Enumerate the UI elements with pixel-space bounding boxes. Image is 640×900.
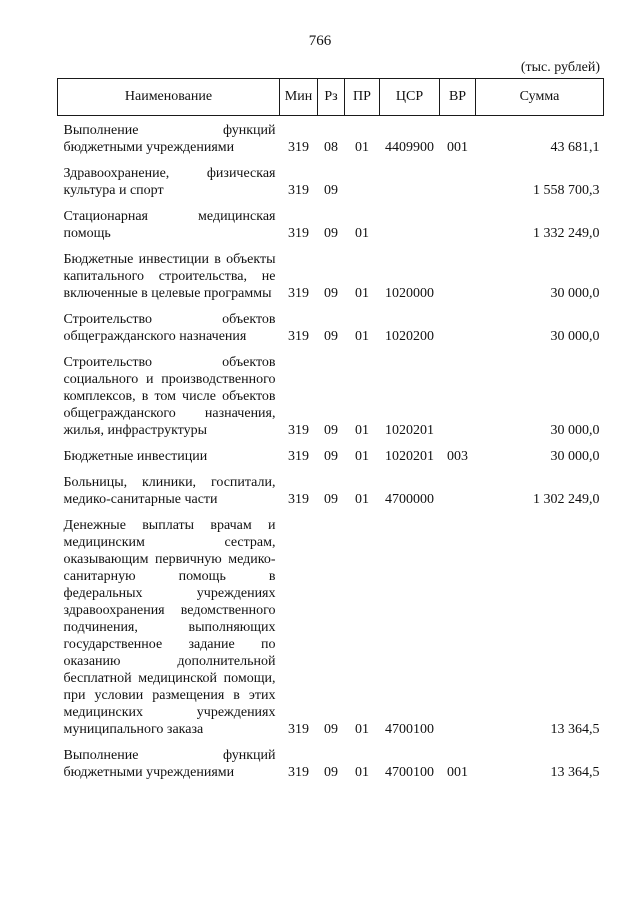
row-name: Здравоохранение, физическая культура и спорт [63, 166, 276, 198]
row-vr [440, 302, 476, 345]
row-rz: 09 [324, 329, 338, 344]
row-name: Выполнение функций бюджетными учреждениями [63, 123, 276, 155]
page-number: 766 [308, 33, 332, 49]
row-pr: 01 [355, 492, 369, 507]
row-csr: 4409900 [385, 140, 434, 155]
row-sum: 30 000,0 [550, 423, 600, 438]
row-pr: 01 [355, 329, 369, 344]
row-vr [440, 345, 476, 439]
row-csr: 1020200 [385, 329, 434, 344]
row-sum: 30 000,0 [550, 449, 600, 464]
row-min: 319 [288, 286, 309, 301]
row-csr [380, 156, 440, 199]
row-rz: 09 [324, 765, 338, 780]
row-csr: 1020201 [385, 449, 434, 464]
row-csr: 1020000 [385, 286, 434, 301]
row-csr: 4700100 [385, 765, 434, 780]
table-row [58, 508, 604, 738]
row-name: Денежные выплаты врачам и медицинским сестрам, оказывающим первичную медико-санитарную помощь в федеральных учреждениях здравоохранения ведомственного подчинения, выполняющих государственное задание по оказанию дополнительной бесплатной медицинской помощи, при условии размещения в этих медицинских учреждениях муниципального заказа [63, 518, 276, 737]
row-rz: 09 [324, 449, 338, 464]
header-csr: ЦСР [380, 79, 440, 116]
row-sum: 43 681,1 [550, 140, 600, 155]
row-name: Стационарная медицинская помощь [63, 209, 276, 241]
row-rz: 09 [324, 226, 338, 241]
row-min: 319 [288, 140, 309, 155]
row-name: Строительство объектов социального и производственного комплексов, в том числе объектов общегражданского назначения, жилья, инфраструктуры [63, 355, 276, 438]
header-sum: Сумма [476, 79, 604, 116]
table-row [58, 465, 604, 508]
row-sum: 1 332 249,0 [533, 226, 600, 241]
header-min: Мин [280, 79, 318, 116]
row-min: 319 [288, 722, 309, 737]
table-row [58, 156, 604, 199]
table-row [58, 302, 604, 345]
row-name: Бюджетные инвестиции [63, 449, 208, 464]
row-csr [380, 199, 440, 242]
row-min: 319 [288, 329, 309, 344]
row-vr [440, 156, 476, 199]
table-body [58, 116, 604, 782]
header-rz: Рз [318, 79, 345, 116]
row-pr: 01 [355, 423, 369, 438]
row-vr: 001 [447, 140, 468, 155]
row-pr: 01 [355, 449, 369, 464]
table-row [58, 439, 604, 465]
row-vr [440, 242, 476, 302]
table-row [58, 116, 604, 157]
table-row [58, 345, 604, 439]
header-vr: ВР [440, 79, 476, 116]
row-name: Бюджетные инвестиции в объекты капитального строительства, не включенные в целевые программы [63, 252, 276, 301]
row-name: Выполнение функций бюджетными учреждениями [63, 748, 276, 780]
row-name: Строительство объектов общегражданского назначения [63, 312, 276, 344]
units-label: (тыс. рублей) [520, 60, 600, 75]
row-csr: 4700000 [385, 492, 434, 507]
row-vr: 003 [447, 449, 468, 464]
row-rz: 09 [324, 722, 338, 737]
table-row [58, 199, 604, 242]
row-rz: 09 [324, 286, 338, 301]
row-vr [440, 508, 476, 738]
row-min: 319 [288, 492, 309, 507]
row-rz: 08 [324, 140, 338, 155]
row-pr: 01 [355, 140, 369, 155]
row-sum: 1 302 249,0 [533, 492, 600, 507]
row-name: Больницы, клиники, госпитали, медико-санитарные части [63, 475, 276, 507]
row-min: 319 [288, 423, 309, 438]
row-pr: 01 [355, 226, 369, 241]
row-csr: 1020201 [385, 423, 434, 438]
row-sum: 30 000,0 [550, 286, 600, 301]
row-vr: 001 [447, 765, 468, 780]
row-min: 319 [288, 183, 309, 198]
row-pr: 01 [355, 765, 369, 780]
row-pr [345, 156, 380, 199]
row-csr: 4700100 [385, 722, 434, 737]
budget-table [57, 78, 604, 781]
row-vr [440, 199, 476, 242]
row-min: 319 [288, 765, 309, 780]
row-pr: 01 [355, 286, 369, 301]
row-sum: 30 000,0 [550, 329, 600, 344]
row-sum: 1 558 700,3 [533, 183, 600, 198]
row-rz: 09 [324, 423, 338, 438]
table-header [58, 79, 604, 116]
row-pr: 01 [355, 722, 369, 737]
row-sum: 13 364,5 [550, 722, 600, 737]
row-min: 319 [288, 226, 309, 241]
row-min: 319 [288, 449, 309, 464]
row-rz: 09 [324, 183, 338, 198]
table-row [58, 738, 604, 781]
table-row [58, 242, 604, 302]
row-sum: 13 364,5 [550, 765, 600, 780]
row-rz: 09 [324, 492, 338, 507]
header-pr: ПР [345, 79, 380, 116]
header-name: Наименование [58, 79, 280, 116]
row-vr [440, 465, 476, 508]
